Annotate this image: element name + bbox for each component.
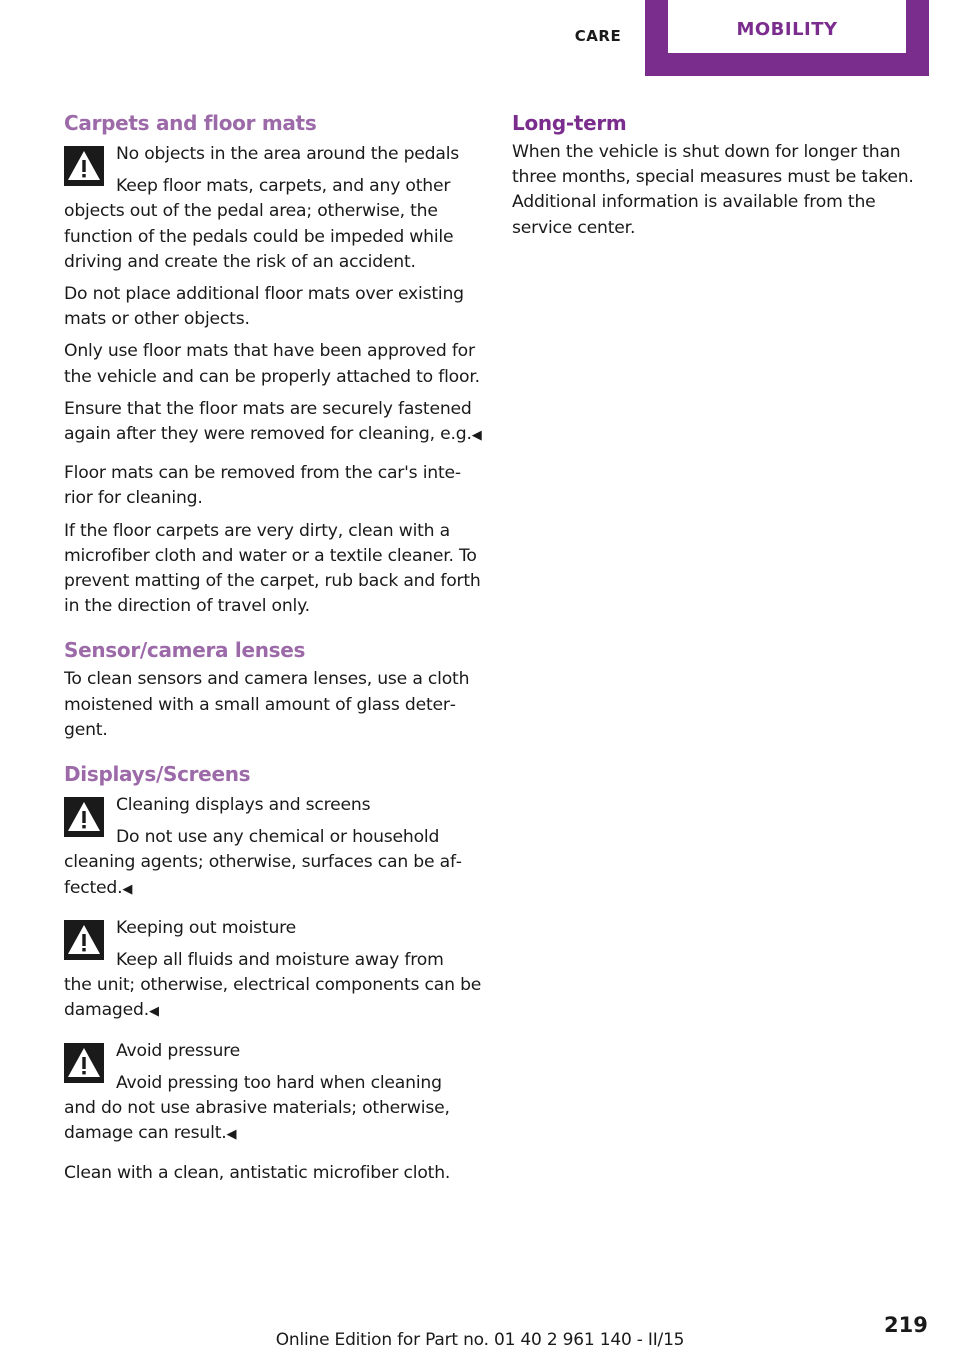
warning-cleaning-displays (64, 793, 482, 902)
paragraph: When the vehicle is shut down for longer than three months, special measures must be taken. Additional information is available from the service center. (512, 142, 914, 238)
warning-triangle-icon (64, 146, 104, 186)
paragraph: Do not place additional floor mats over existing mats or other objects. (64, 284, 464, 330)
warning-title: No objects in the area around the pedals (116, 144, 460, 164)
paragraph: Floor mats can be removed from the car's inte‐ rior for cleaning. (64, 463, 461, 509)
warning-text-rest: the unit; otherwise, electrical components can be damaged. (64, 975, 482, 1021)
end-of-warning-mark: ◀ (122, 881, 133, 897)
heading-long-term: Long-term (512, 111, 627, 135)
paragraph: To clean sensors and camera lenses, use a cloth moistened with a small amount of glass deter‐ gent. (64, 669, 470, 740)
end-of-warning-mark: ◀ (148, 1004, 159, 1020)
warning-text-line: Keep floor mats, carpets, and any other (116, 176, 451, 197)
page-number: 219 (884, 1313, 928, 1337)
right-column (512, 108, 932, 241)
warning-text-rest: and do not use abrasive materials; otherwise, damage can result. (64, 1098, 450, 1144)
section-tab-care: CARE (574, 27, 622, 45)
heading-displays: Displays/Screens (64, 762, 251, 787)
paragraph: If the floor carpets are very dirty, clean with a microfiber cloth and water or a textile cleaner. To prevent matting of the carpet, rub back and forth in the direction of travel only. (64, 520, 481, 617)
paragraph: Only use floor mats that have been approved for the vehicle and can be properly attached to floor. (64, 341, 480, 387)
warning-title: Avoid pressure (116, 1040, 241, 1061)
chapter-tab-label: MOBILITY (736, 19, 838, 40)
warning-pressure (64, 1039, 482, 1148)
paragraph: Clean with a clean, antistatic microfiber cloth. (64, 1162, 451, 1183)
warning-text: objects out of the pedal area; otherwise, the function of the pedals could be impeded while driving and create the risk of an accident. (64, 201, 454, 272)
paragraph-text: Ensure that the floor mats are securely fastened again after they were removed for cleaning, e.g. (64, 398, 472, 445)
paragraph (64, 397, 482, 448)
warning-title: Keeping out moisture (116, 917, 297, 938)
warning-text-line: Avoid pressing too hard when cleaning (116, 1072, 442, 1093)
warning-title: Cleaning displays and screens (116, 795, 371, 816)
heading-sensor: Sensor/camera lenses (64, 638, 306, 663)
warning-text (64, 850, 482, 901)
warning-pedals (64, 142, 482, 275)
warning-text-rest: cleaning agents; otherwise, surfaces can be af‐ fected. (64, 852, 462, 898)
footer-edition: Online Edition for Part no. 01 40 2 961 140 - II/15 (275, 1330, 685, 1350)
left-column (64, 108, 482, 1186)
warning-text-line: Keep all fluids and moisture away from (116, 950, 444, 971)
warning-text (64, 973, 482, 1024)
warning-triangle-icon (64, 1043, 104, 1083)
heading-carpets: Carpets and floor mats (64, 111, 317, 135)
warning-text-line: Do not use any chemical or household (116, 827, 440, 848)
warning-text (64, 1096, 482, 1147)
end-of-warning-mark: ◀ (471, 428, 482, 444)
warning-moisture (64, 916, 482, 1025)
warning-triangle-icon (64, 920, 104, 960)
end-of-warning-mark: ◀ (226, 1127, 237, 1143)
chapter-tab-mobility (668, 0, 906, 53)
warning-triangle-icon (64, 797, 104, 837)
